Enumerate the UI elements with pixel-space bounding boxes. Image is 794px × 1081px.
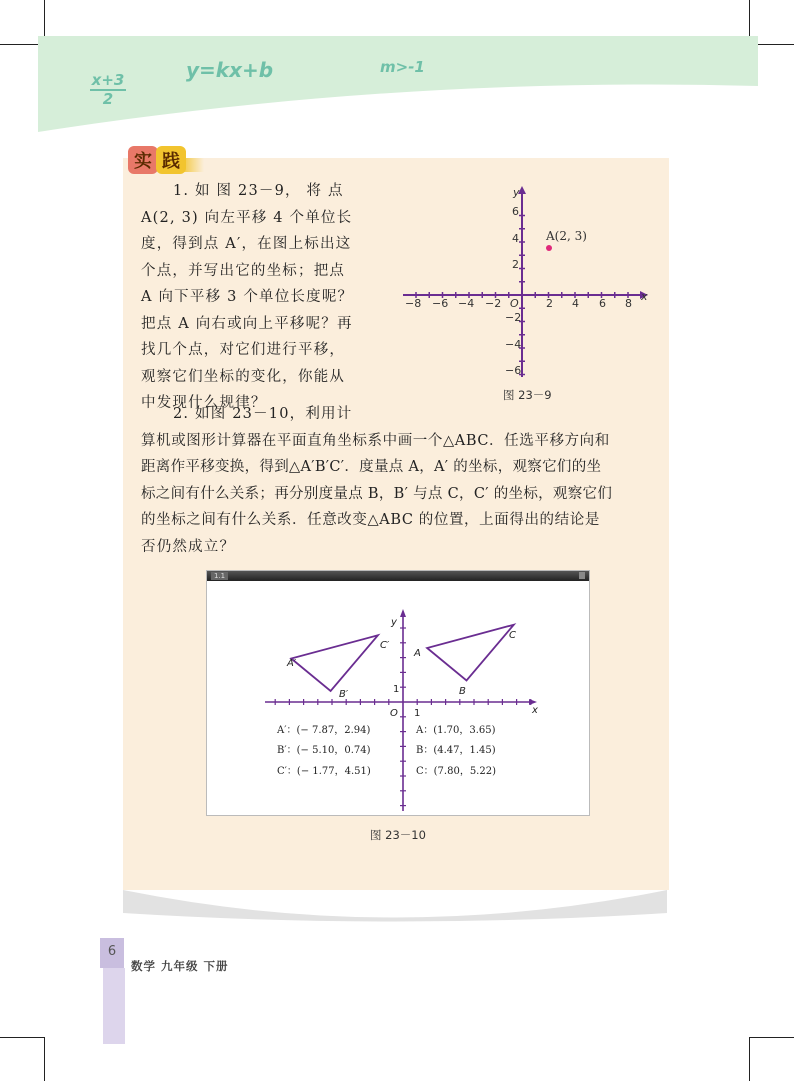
crop-mark (750, 1037, 794, 1038)
x-tick-label: −6 (432, 297, 449, 310)
coord-a: A：(1.70，3.65) (416, 725, 496, 736)
formula-numerator: x+3 (91, 71, 125, 89)
unit-label-x: 1 (414, 708, 421, 719)
point-a-label: A(2, 3) (546, 229, 587, 243)
axis-label-y: y (391, 617, 397, 628)
text-line: 中发现什么规律？ (141, 395, 267, 411)
figure-23-9 (395, 182, 655, 382)
x-tick-label: 4 (572, 297, 579, 310)
coord-b: B：(4.47，1.45) (416, 745, 496, 756)
problem-2-text (141, 401, 655, 560)
y-tick-label: −2 (505, 311, 522, 324)
vertex-label-c: C (509, 630, 516, 641)
text-line: 个点，并写出它的坐标；把点 (141, 262, 346, 279)
text-line: A 向下平移 3 个单位长度呢？ (141, 289, 354, 305)
badge-char-1: 实 (134, 151, 152, 172)
text-line: 否仍然成立？ (141, 538, 236, 555)
vertex-label-b-prime: B′ (339, 689, 349, 700)
book-title: 数学 九年级 下册 (131, 959, 229, 973)
coord-c: C：(7.80，5.22) (416, 766, 496, 777)
figure-23-9-caption: 图 23－9 (503, 388, 552, 402)
toolbar-tab[interactable]: 1.1 (211, 572, 228, 580)
text-line: 找几个点，对它们进行平移， (141, 342, 346, 358)
figure-23-10-caption: 图 23－10 (370, 828, 426, 842)
x-tick-label: −4 (458, 297, 475, 310)
text-line: A(2, 3) 向左平移 4 个单位长 (141, 209, 353, 226)
text-line: 度，得到点 A′，在图上标出这 (141, 236, 352, 252)
page-number: 6 (107, 944, 117, 959)
axis-label-x: x (641, 290, 648, 303)
text-line: 的坐标之间有什么关系．任意改变△ABC 的位置，上面得出的结论是 (141, 512, 600, 528)
x-tick-label: 6 (599, 297, 606, 310)
crop-mark (749, 1037, 750, 1081)
formula-denominator: 2 (102, 90, 114, 108)
text-line: 观察它们坐标的变化，你能从 (141, 368, 346, 385)
y-tick-label: 2 (512, 258, 519, 271)
vertex-label-b: B (459, 686, 466, 697)
problem-1-text (141, 178, 377, 417)
figure-23-10-plot (207, 581, 589, 815)
axis-label-y: y (513, 186, 520, 199)
header-band (38, 36, 758, 132)
y-tick-label: 6 (512, 205, 519, 218)
badge-hex-1 (128, 146, 158, 174)
text-line: 2. 如图 23－10，利用计 (173, 406, 353, 422)
coord-a-prime: A′：(− 7.87，2.94) (277, 725, 371, 736)
text-line: 算机或图形计算器在平面直角坐标系中画一个△ABC．任选平移方向和 (141, 432, 610, 449)
toolbar-menu-icon[interactable] (579, 572, 585, 579)
x-tick-label: −8 (405, 297, 422, 310)
x-tick-label: −2 (485, 297, 502, 310)
vertex-label-c-prime: C′ (380, 640, 390, 651)
calculator-screen (206, 570, 590, 816)
header-formula-inequality: m>-1 (380, 58, 425, 76)
y-tick-label: −4 (505, 338, 522, 351)
coord-c-prime: C′：(− 1.77，4.51) (277, 766, 371, 777)
text-line: 标之间有什么关系；再分别度量点 B，B′ 与点 C，C′ 的坐标，观察它们 (141, 485, 613, 502)
point-a (546, 245, 552, 251)
page-number-box (100, 938, 124, 968)
coord-b-prime: B′：(− 5.10，0.74) (277, 745, 371, 756)
text-line: 把点 A 向右或向上平移呢？再 (141, 315, 353, 332)
text-line: 距离作平移变换，得到△A′B′C′．度量点 A，A′ 的坐标，观察它们的坐 (141, 459, 602, 475)
crop-mark (44, 1037, 45, 1081)
origin-label: O (510, 297, 519, 310)
y-tick-label: 4 (512, 232, 519, 245)
badge-char-2: 践 (162, 151, 180, 172)
x-tick-label: 8 (625, 297, 632, 310)
unit-label-y: 1 (393, 684, 400, 695)
triangle-a-prime-b-prime-c-prime (291, 635, 378, 691)
text-line: 1. 如 图 23－9， 将 点 (173, 183, 344, 199)
header-formula-fraction (90, 72, 126, 108)
y-axis-arrow (400, 609, 406, 617)
triangle-abc (427, 625, 514, 681)
crop-mark (0, 1037, 44, 1038)
axis-label-x: x (532, 705, 538, 716)
vertex-label-a-prime: A′ (287, 658, 297, 669)
vertex-label-a: A (414, 648, 421, 659)
screen-toolbar (207, 571, 589, 581)
badge-tail (180, 158, 204, 172)
header-formula-linear: y=kx+b (186, 58, 274, 82)
y-tick-label: −6 (505, 364, 522, 377)
panel-shadow (115, 885, 675, 935)
x-tick-label: 2 (546, 297, 553, 310)
footer-stripe (103, 968, 125, 1044)
practice-badge (128, 146, 200, 176)
origin-label: O (390, 708, 398, 719)
